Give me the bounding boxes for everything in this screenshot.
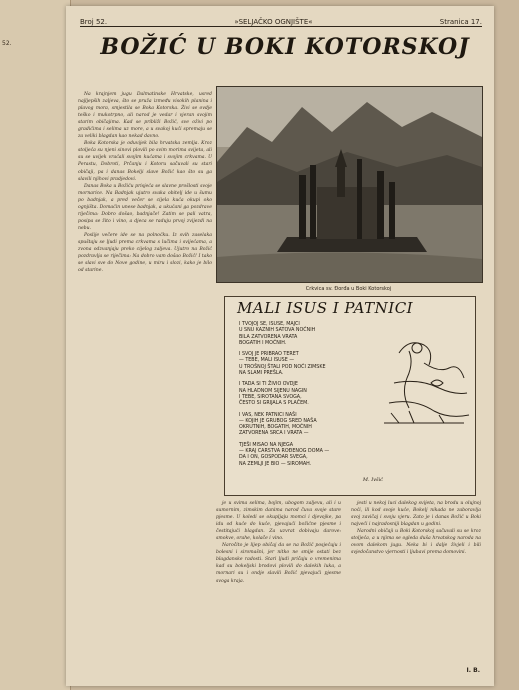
article-signature: I. B.	[466, 667, 480, 674]
poem-title: MALI ISUS I PATNICI	[237, 299, 414, 317]
poem-line: I TEBE, SIROTANA SVOGA,	[239, 394, 302, 400]
issue-number: Broj 52.	[80, 18, 108, 26]
article-column-1	[78, 91, 212, 671]
paragraph: je u svima selima, bojim, ubogom zaljevu, ali i u sumornim, zimskim danima narod čuva svoje stare pjesme. U koledi se okupljaju momci i djevojke, pa idu od kuće do kuće, pjevajući božićne pjesme i čestitajući blagdan. Za uzvrat dobivaju darove: smokve, orahe, kolače i vino.	[216, 501, 341, 542]
publication-name: »SELJAČKO OGNJIŠTE«	[234, 18, 313, 26]
poem-line: DA I ON, GOSPODAR SVEGA,	[239, 455, 308, 461]
poem-line: I SVOJ JE PRIBRAO TERET	[239, 352, 299, 358]
poem-line: I TVOJOJ SE, ISUSE, MAJCI	[239, 322, 300, 327]
poem-line: — KRAJ CARSTVA ROĐENOG DOMA —	[239, 449, 330, 455]
poem-text	[239, 322, 379, 473]
paragraph: Na krajnjem jugu Dalmatinske Hrvatske, usred najljepših zaljeva, što se pruža između visokih planina i plavog mora, smjestila se Boka Kotorska. Živi se ovdje teško i mukotrpno, ali narod je vedar i vjeran svojim starim običajima. Kad se približi Božić, sve oživi po gradićima i selima uz more, a u svakoj kući spremaju se za veliki blagdan kao nekad davno.	[78, 92, 212, 140]
previous-page-edge	[0, 0, 71, 690]
poem-author: M. Ivšić	[362, 477, 383, 483]
previous-page-number: 52.	[2, 40, 12, 47]
poem-line: — TEBE, MALI ISUSE —	[239, 358, 295, 364]
poem-line: U TROŠNOJ ŠTALI POD NOĆI ZIMSKE	[239, 364, 326, 370]
poem-line: ZATVORENA SRCA I VRATA —	[239, 431, 309, 437]
paragraph: Danas Boka u Božiću prisjeća se slavne prošlosti svoje mornarice. Na Badnjak ujutro svaka obitelj ide u šumu po badnjak, a pred večer se cijela kuća okupi oko ognjišta. Domaćin unese badnjak, a ukućani ga pozdrave riječima: Dobro došao, badnjače! Zatim se pali vatra, posipa se žito i vino, a djeca se raduju prvoj zvijezdi na nebu.	[78, 183, 212, 231]
poem-line: NA ZEMLJI JE BIO — SIROMAH.	[239, 461, 312, 467]
poem-line: U SNU KAZNIH SATOVA NOĆNIH	[239, 328, 316, 334]
poem-stanza	[239, 413, 379, 438]
poem-stanza	[239, 382, 379, 407]
page-header	[80, 12, 482, 27]
poem-line: NA SLAMI PREŠLA.	[239, 371, 284, 377]
poem-line: ČESTO SI GRIJALA S PLAČEM.	[239, 401, 309, 407]
paragraph: Poslije večere ide se na polnoćku. Iz svih zaselaka spuštaju se ljudi prema crkvama s lučima i svijećama, a zvona odzvanjaju preko cijelog zaljeva. Ujutro na Božić pozdravlja se riječima: Na dobro vam došao Božić! I tako se slavi sve do Nove godine, u miru i slozi, kako je bilo od starine.	[78, 232, 212, 274]
poem-stanza	[239, 443, 379, 468]
poem-line: — KOJIH JE GRUBOG SRED NAŠA	[239, 418, 317, 424]
poem-line: OKRUTNIH, BOGATIH, MOĆNIH	[239, 425, 312, 431]
paragraph: jesti u nekoj luci dalekog svijeta, na brodu u olujnoj noći, ili kod svoje kuće, Bokelj nikada ne zaboravlja svoj zavičaj i svoju vjeru. Zato je i danas Božić u Boki najveći i najradosniji blagdan u godini.	[351, 501, 481, 528]
article-title: BOŽIĆ U BOKI KOTORSKOJ	[100, 34, 470, 60]
poem-line: NA HLADNOM SIJENU NAGIN	[239, 388, 307, 394]
poem-line: I VAS, NEK PATNICI NAŠI	[239, 412, 297, 418]
photo-caption: Crkvica sv. Đorđa u Boki Kotorskoj	[305, 286, 392, 292]
poem-stanza	[239, 352, 379, 377]
newspaper-page	[66, 6, 494, 686]
poem-box	[224, 296, 476, 496]
paragraph: Boka Kotorska je oduvijek bila hrvatska zemlja. Kroz stoljeća su njeni sinovi plovili po svim morima svijeta, ali su se uvijek vraćali svojim kućama i svojim crkvama. U Perastu, Dobroti, Prčanju i Kotoru sačuvali su stari običaji, pa i danas Bokelji slave Božić kao što su ga slavili njihovi pradjedovi.	[78, 141, 212, 182]
article-column-2	[216, 500, 341, 676]
poem-line: BILA ZATVORENA VRATA	[239, 334, 298, 340]
nativity-illustration	[379, 323, 471, 433]
paragraph: Naročito je lijep običaj da se na Božić posjećuju i bolesni i siromašni, jer nitko ne smije ostati bez blagdanske radosti. Stari ljudi pričaju o vremenima kad su bokeljski brodovi plovili do dalekih luka, a mornari su i ondje slavili Božić pjevajući pjesme svoga kraja.	[216, 543, 341, 584]
poem-line: I TADA SI TI ŽIVIO OVDJE	[239, 382, 298, 388]
poem-line: BOGATIH I MOĆNIH.	[239, 340, 287, 346]
poem-stanza	[239, 322, 379, 347]
page-number: Stranica 17.	[439, 18, 482, 26]
article-column-3	[351, 500, 481, 670]
poem-line: TJEŠI MISAO NA NJEGA	[239, 442, 293, 448]
paragraph: Narodni običaji u Boki Kotorskoj sačuvali su se kroz stoljeća, a u njima se ogleda duša hrvatskog naroda na ovom dalekom jugu. Neka bi i dalje živjeli i bili svjedočanstvo vjernosti i ljubavi prema domovini.	[351, 529, 481, 556]
church-photo	[216, 86, 483, 283]
